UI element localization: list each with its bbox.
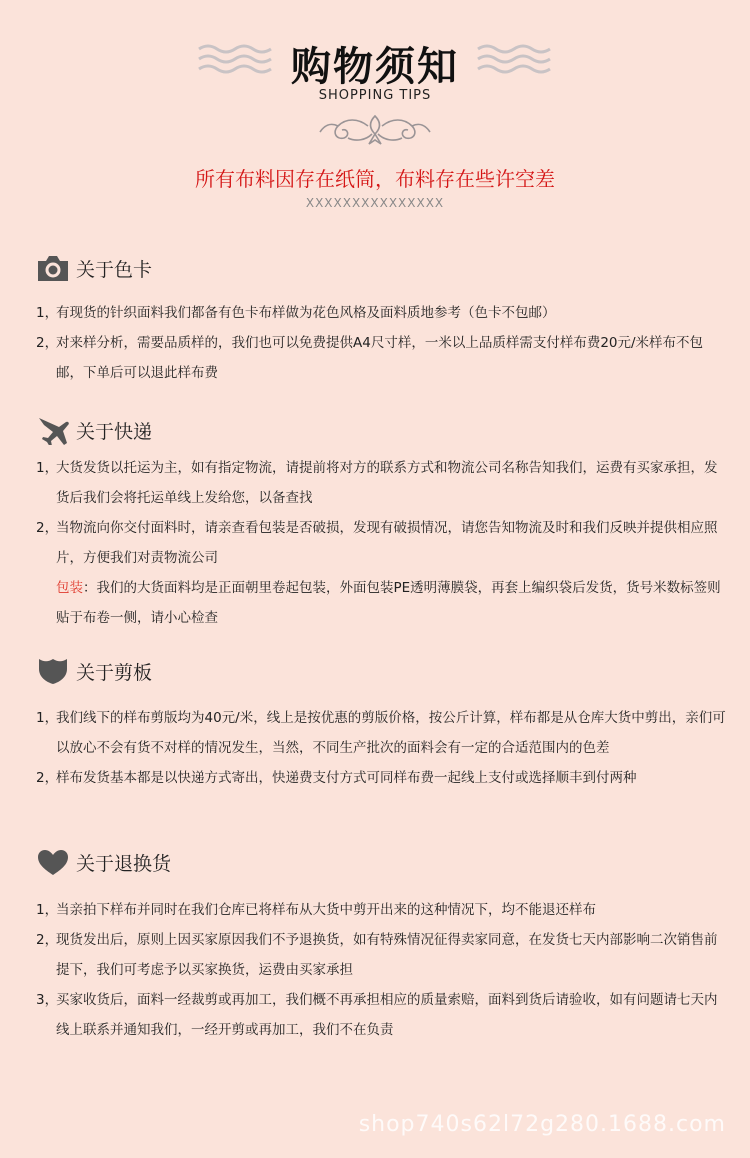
item-number: 1， [36,902,59,918]
item-number: 1， [36,305,59,321]
section-title: 关于退换货 [76,852,172,875]
decorative-xline: XXXXXXXXXXXXXXX [305,196,445,210]
section-title: 关于色卡 [76,258,153,281]
section-heading-express [36,414,152,446]
list-item [36,703,726,763]
item-text: 当亲拍下样布并同时在我们仓库已将样布从大货中剪开出来的这种情况下，均不能退还样布 [56,902,596,918]
item-text: 我们线下的样布剪版均为40元/米，线上是按优惠的剪版价格，按公斤计算，样布都是从仓库大货中剪出，亲们可以放心不会有货不对样的情况发生，当然，不同生产批次的面料会有一定的合适范围内的色差 [56,710,726,756]
item-number: 2， [36,335,59,351]
airplane-icon [36,415,70,445]
packaging-text: ：我们的大货面料均是正面朝里卷起包装，外面包装PE透明薄膜袋，再套上编织袋后发货，货号米数标签则贴于布卷一侧，请小心检查 [56,580,721,626]
section-title: 关于剪板 [76,661,153,684]
item-text: 有现货的针织面料我们都备有色卡布样做为花色风格及面料质地参考（色卡不包邮） [56,305,556,321]
item-text: 当物流向你交付面料时，请亲查看包装是否破损，发现有破损情况，请您告知物流及时和我们反映并提供相应照片，方便我们对责物流公司 [56,520,718,566]
scroll-ornament-icon [318,112,432,148]
item-text: 现货发出后，原则上因买家原因我们不予退换货，如有特殊情况征得卖家同意，在发货七天内部影响二次销售前提下，我们可考虑予以买家换货，运费由买家承担 [56,932,718,978]
shield-icon [36,656,70,686]
item-text: 样布发货基本都是以快递方式寄出，快递费支付方式可同样布费一起线上支付或选择顺丰到付两种 [56,770,637,786]
list-item [36,453,726,513]
packaging-label: 包装 [56,580,83,596]
item-number: 2， [36,770,59,786]
item-text: 对来样分析，需要品质样的，我们也可以免费提供A4尺寸样，一米以上品质样需支付样布费20元/米样布不包邮，下单后可以退此样布费 [56,335,704,381]
header [0,0,750,220]
item-text: 大货发货以托运为主，如有指定物流，请提前将对方的联系方式和物流公司名称告知我们，运费有买家承担，发货后我们会将托运单线上发给您，以备查找 [56,460,718,506]
packaging-note [36,573,726,633]
section-body-cutting [36,703,726,793]
section-heading-returns [36,846,171,878]
list-item [36,925,726,985]
list-item [36,298,726,328]
section-body-returns [36,895,726,1045]
list-item [36,513,726,573]
section-heading-cutting [36,655,152,687]
page-title: 购物须知 [291,43,459,90]
item-number: 1， [36,710,59,726]
wave-ornament-right [476,43,554,75]
list-item [36,985,726,1045]
heart-icon [36,847,70,877]
item-number: 2， [36,520,59,536]
item-number: 1， [36,460,59,476]
list-item [36,763,726,793]
item-number: 2， [36,932,59,948]
notice-text: 所有布料因存在纸筒，布料存在些许空差 [195,167,555,191]
camera-icon [36,253,70,283]
shop-watermark: shop740s62l72g280.1688.com [358,1112,726,1137]
section-body-express [36,453,726,633]
item-text: 买家收货后，面料一经裁剪或再加工，我们概不再承担相应的质量索赔，面料到货后请验收，如有问题请七天内线上联系并通知我们，一经开剪或再加工，我们不在负责 [56,992,718,1038]
section-body-color-card [36,298,726,388]
item-number: 3， [36,992,59,1008]
list-item [36,328,726,388]
page-subtitle: SHOPPING TIPS [318,88,432,103]
section-heading-color-card [36,252,152,284]
section-title: 关于快递 [76,420,153,443]
list-item [36,895,726,925]
